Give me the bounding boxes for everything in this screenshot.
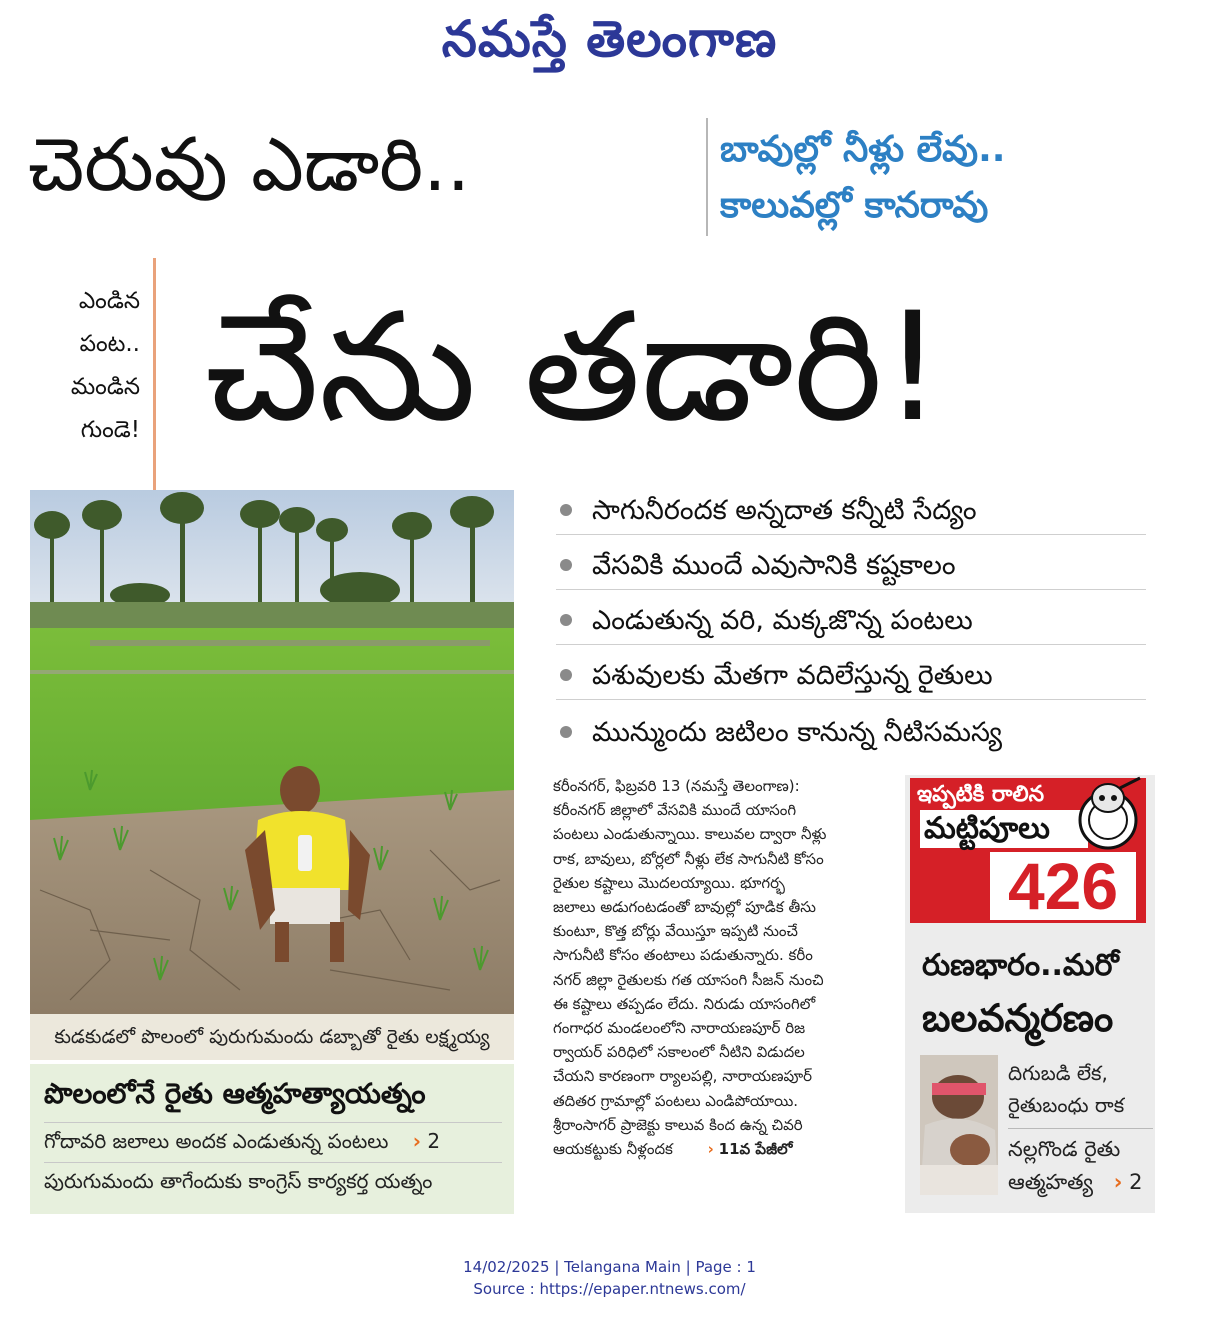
story-line: సాగునీటి కోసం తంటాలు పడుతున్నారు. కరీం xyxy=(553,946,813,965)
side-note-line: ఎండిన xyxy=(78,288,140,314)
related-item-1[interactable] xyxy=(44,1122,502,1159)
continued-link[interactable]: 11వ పేజీలో xyxy=(718,1140,793,1159)
related-item-1-page: 2 xyxy=(427,1129,441,1153)
side-note-line: గుండె! xyxy=(80,417,140,443)
story-line: రైతుల కష్టాలు మొదలయ్యాయి. భూగర్భ xyxy=(553,873,785,892)
story-line: కరీంనగర్, ఫిబ్రవరి 13 (నమస్తే తెలంగాణ): xyxy=(553,777,800,795)
story-line: కరీంనగర్ జిల్లాలో వేసవికి ముందే యాసంగి xyxy=(553,801,797,820)
bullet-text: వేసవికి ముందే ఎవుసానికి కష్టకాలం xyxy=(592,550,956,581)
related-headline: పొలంలోనే రైతు ఆత్మహత్యాయత్నం xyxy=(44,1077,426,1110)
masthead-logo: నమస్తే తెలంగాణ xyxy=(441,9,778,68)
headline-big: చేను తడారి! xyxy=(205,281,943,455)
sidebar-subhead-2-text: ఆత్మహత్య xyxy=(1008,1170,1094,1194)
story-line: పంటలు ఎండుతున్నాయి. కాలువల ద్వారా నీళ్లు xyxy=(553,825,827,844)
footer-date-line: 14/02/2025 | Telangana Main | Page : 1 xyxy=(463,1258,756,1276)
story-line: తదితర గ్రామాల్లో పంటలు ఎండిపోయాయి. xyxy=(553,1091,799,1110)
headline-main: చెరువు ఎడారి.. xyxy=(28,122,471,208)
sidebar-subhead-2-line xyxy=(1008,1166,1153,1199)
chevron-right-icon: › xyxy=(412,1129,422,1153)
related-item-2[interactable] xyxy=(44,1162,502,1199)
story-line: శ్రీరాంసాగర్ ప్రాజెక్టు కాలువ కింద ఉన్న చివరి xyxy=(553,1115,803,1134)
sidebar-headline-line-2: బలవన్మరణం xyxy=(922,996,1114,1040)
kicker-divider xyxy=(706,118,708,236)
bullet-item xyxy=(556,543,1146,590)
story-last-line: ఆయకట్టుకు నీళ్లందక xyxy=(553,1140,673,1159)
tally-label-top: ఇప్పటికి రాలిన xyxy=(917,782,1045,807)
kicker-line-1: బావుల్లో నీళ్లు లేవు.. xyxy=(720,129,1006,170)
bullet-dot-icon xyxy=(560,614,572,626)
story-line: రాక, బావులు, బోర్లలో నీళ్లు లేక సాగునీటి కోసం xyxy=(553,849,824,868)
bullet-text: మున్ముందు జటిలం కానున్న నీటిసమస్య xyxy=(592,717,1002,748)
story-line: కుంటూ, కొత్త బోర్లు వేయిస్తూ ఇప్పటి నుంచే xyxy=(553,922,798,941)
tally-label-main: మట్టిపూలు xyxy=(920,810,1088,848)
bullet-dot-icon xyxy=(560,504,572,516)
footer-source-link[interactable]: Source : https://epaper.ntnews.com/ xyxy=(473,1280,746,1298)
bullet-text: సాగునీరందక అన్నదాత కన్నీటి సేద్యం xyxy=(592,495,977,526)
side-note-line: మండిన xyxy=(70,374,140,400)
photo-caption: కుడకుడలో పొలంలో పురుగుమందు డబ్బాతో రైతు లక్ష్మయ్య xyxy=(30,1014,514,1060)
side-note-line: పంట.. xyxy=(79,331,140,357)
sidebar-subhead-2[interactable] xyxy=(1008,1128,1153,1199)
story-line: చేయని కారణంగా ర్యాలపల్లి, నారాయణపూర్ xyxy=(553,1067,813,1086)
bullet-item xyxy=(556,710,1146,756)
field-photo-illustration xyxy=(30,490,514,1014)
bullet-text: పశువులకు మేతగా వదిలేస్తున్న రైతులు xyxy=(592,660,993,691)
story-line: గంగాధర మండలంలోని నారాయణపూర్ రిజ xyxy=(553,1019,806,1038)
sidebar-photo xyxy=(920,1055,998,1195)
side-divider xyxy=(153,258,156,494)
sidebar-headline-line-1: రుణభారం..మరో xyxy=(922,948,1119,983)
related-item-1-text: గోదావరి జలాలు అందక ఎండుతున్న పంటలు xyxy=(44,1129,389,1153)
bullet-dot-icon xyxy=(560,726,572,738)
headline-kicker xyxy=(720,122,1120,234)
bullet-item xyxy=(556,488,1146,535)
story-line: నగర్ జిల్లా రైతులకు గత యాసంగి సీజన్ నుంచి xyxy=(553,970,824,989)
tally-count: 426 xyxy=(1007,849,1119,923)
bullet-item xyxy=(556,653,1146,700)
bullet-item xyxy=(556,598,1146,645)
side-note xyxy=(30,280,140,452)
story-line xyxy=(553,1137,890,1161)
bullet-text: ఎండుతున్న వరి, మక్కజొన్న పంటలు xyxy=(592,605,973,636)
page-footer xyxy=(0,1256,1219,1300)
continue-arrow-icon: › xyxy=(707,1140,714,1159)
kicker-line-2: కాలువల్లో కానరావు xyxy=(720,185,989,226)
bullet-dot-icon xyxy=(560,559,572,571)
related-item-2-text: పురుగుమందు తాగేందుకు కాంగ్రెస్ కార్యకర్త యత్నం xyxy=(44,1169,433,1193)
sidebar-subhead-2-line: నల్లగొండ రైతు xyxy=(1008,1137,1121,1161)
sidebar-subhead-1-line: దిగుబడి లేక, xyxy=(1008,1061,1108,1085)
story-line: ర్వాయర్ పరిధిలో సకాలంలో నీటిని విడుదల xyxy=(553,1043,805,1062)
chevron-right-icon: › xyxy=(1113,1170,1123,1194)
story-body xyxy=(553,774,890,1161)
story-line: జలాలు అడుగంటడంతో బావుల్లో పూడిక తీసు xyxy=(553,898,816,917)
grieving-person-photo xyxy=(920,1055,998,1195)
sidebar-headline xyxy=(922,940,1152,1044)
bullet-dot-icon xyxy=(560,669,572,681)
sidebar-subhead-2-page: 2 xyxy=(1129,1170,1143,1194)
story-line: ఈ కష్టాలు తప్పడం లేదు. నిరుడు యాసంగిలో xyxy=(553,994,816,1013)
skull-noose-icon xyxy=(1070,776,1146,852)
sidebar-subhead-1-line: రైతుబంధు రాక xyxy=(1008,1093,1125,1117)
sidebar-subhead-1 xyxy=(1008,1057,1153,1121)
lead-photo xyxy=(30,490,514,1014)
